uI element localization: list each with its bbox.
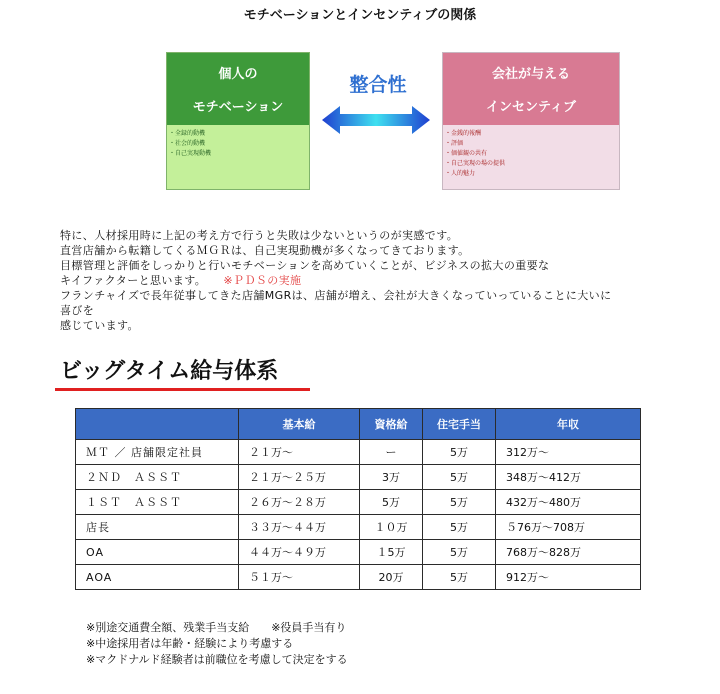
position-cell: OA (76, 540, 239, 565)
paragraph-line: 目標管理と評価をしっかりと行いモチベーションを高めていくことが、ビジネスの拡大の重要な (60, 259, 550, 272)
paragraph-text: キイファクターと思います。 (60, 274, 201, 287)
personal-motivation-title-line2: モチベーション (192, 100, 284, 115)
personal-motivation-title-line1: 個人の (218, 67, 258, 82)
table-row (76, 440, 641, 465)
housing-cell: 5万 (423, 490, 496, 515)
annual-cell: 432万～480万 (496, 490, 641, 515)
qualification-cell: １０万 (360, 515, 423, 540)
table-row (76, 465, 641, 490)
qualification-cell: 5万 (360, 490, 423, 515)
note-line: ※マクドナルド経験者は前職位を考慮して決定をする (86, 653, 348, 666)
annual-cell: 348万～412万 (496, 465, 641, 490)
paragraph-line: 直営店舗から転籍してくるＭＧＲは、自己実現動機が多くなってきております。 (60, 244, 470, 257)
notes (86, 620, 348, 668)
paragraph-line: 感じています。 (60, 319, 139, 332)
list-item: ・ 人的魅力 (445, 169, 619, 179)
base-salary-cell: ５１万～ (239, 565, 360, 590)
qualification-cell: 3万 (360, 465, 423, 490)
annual-cell: ５76万～708万 (496, 515, 641, 540)
position-cell: ＭＴ ／ 店舗限定社員 (76, 440, 239, 465)
position-cell: １ＳＴ ＡＳＳＴ (76, 490, 239, 515)
position-cell: ２ＮＤ ＡＳＳＴ (76, 465, 239, 490)
pds-highlight: ※ＰＤＳの実施 (223, 274, 302, 287)
list-item: ・ 評価 (445, 139, 619, 149)
qualification-cell: １5万 (360, 540, 423, 565)
table-row (76, 490, 641, 515)
personal-motivation-list-area (167, 125, 309, 189)
position-cell: 店長 (76, 515, 239, 540)
company-incentive-title-line1: 会社が与える (491, 67, 570, 82)
paragraph-line: 特に、人材採用時に上記の考え方で行うと失敗は少ないというのが実感です。 (60, 229, 459, 242)
housing-cell: 5万 (423, 465, 496, 490)
housing-cell: 5万 (423, 565, 496, 590)
header-cell: 基本給 (239, 409, 360, 440)
header-cell: 資格給 (360, 409, 423, 440)
salary-table (75, 408, 641, 590)
company-incentive-list-area (443, 125, 619, 189)
table-row (76, 565, 641, 590)
paragraph-line (60, 273, 710, 288)
list-item: ・ 全録的動機 (169, 129, 309, 139)
base-salary-cell: ２１万～２５万 (239, 465, 360, 490)
section-title: ビッグタイム給与体系 (60, 359, 279, 384)
header-cell: 住宅手当 (423, 409, 496, 440)
list-item: ・ 金銭的報酬 (445, 129, 619, 139)
housing-cell: 5万 (423, 540, 496, 565)
annual-cell: 912万～ (496, 565, 641, 590)
base-salary-cell: ２１万～ (239, 440, 360, 465)
header-cell: 年収 (496, 409, 641, 440)
description-paragraph (60, 228, 710, 333)
company-incentive-list (445, 129, 619, 179)
paragraph-line: フランチャイズで長年従事してきた店舗MGRは、店舗が増え、会社が大きくなっていっていることに大いに (60, 289, 612, 302)
position-cell: AOA (76, 565, 239, 590)
company-incentive-title-line2: インセンティブ (486, 100, 576, 115)
company-incentive-box (442, 52, 620, 190)
housing-cell: 5万 (423, 440, 496, 465)
company-incentive-header (443, 53, 619, 125)
annual-cell: 312万～ (496, 440, 641, 465)
table-header-row (76, 409, 641, 440)
annual-cell: 768万～828万 (496, 540, 641, 565)
list-item: ・ 自己実現の場の提供 (445, 159, 619, 169)
list-item: ・ 価値観の共有 (445, 149, 619, 159)
personal-motivation-list (169, 129, 309, 159)
page-title: モチベーションとインセンティブの関係 (243, 8, 477, 23)
base-salary-cell: ３３万～４４万 (239, 515, 360, 540)
list-item: ・ 社会的動機 (169, 139, 309, 149)
paragraph-line: 喜びを (60, 304, 95, 317)
double-arrow-icon (322, 106, 430, 134)
base-salary-cell: ４４万～４９万 (239, 540, 360, 565)
note-line: ※中途採用者は年齢・経験により考慮する (86, 637, 294, 650)
header-cell (76, 409, 239, 440)
table-row (76, 515, 641, 540)
housing-cell: 5万 (423, 515, 496, 540)
note-line: ※別途交通費全額、残業手当支給 ※役員手当有り (86, 621, 347, 634)
base-salary-cell: ２６万～２８万 (239, 490, 360, 515)
qualification-cell: 20万 (360, 565, 423, 590)
personal-motivation-header (167, 53, 309, 125)
section-underline (55, 388, 310, 391)
qualification-cell: ー (360, 440, 423, 465)
table-row (76, 540, 641, 565)
personal-motivation-box (166, 52, 310, 190)
list-item: ・ 自己実現動機 (169, 149, 309, 159)
consistency-label: 整合性 (349, 74, 407, 96)
